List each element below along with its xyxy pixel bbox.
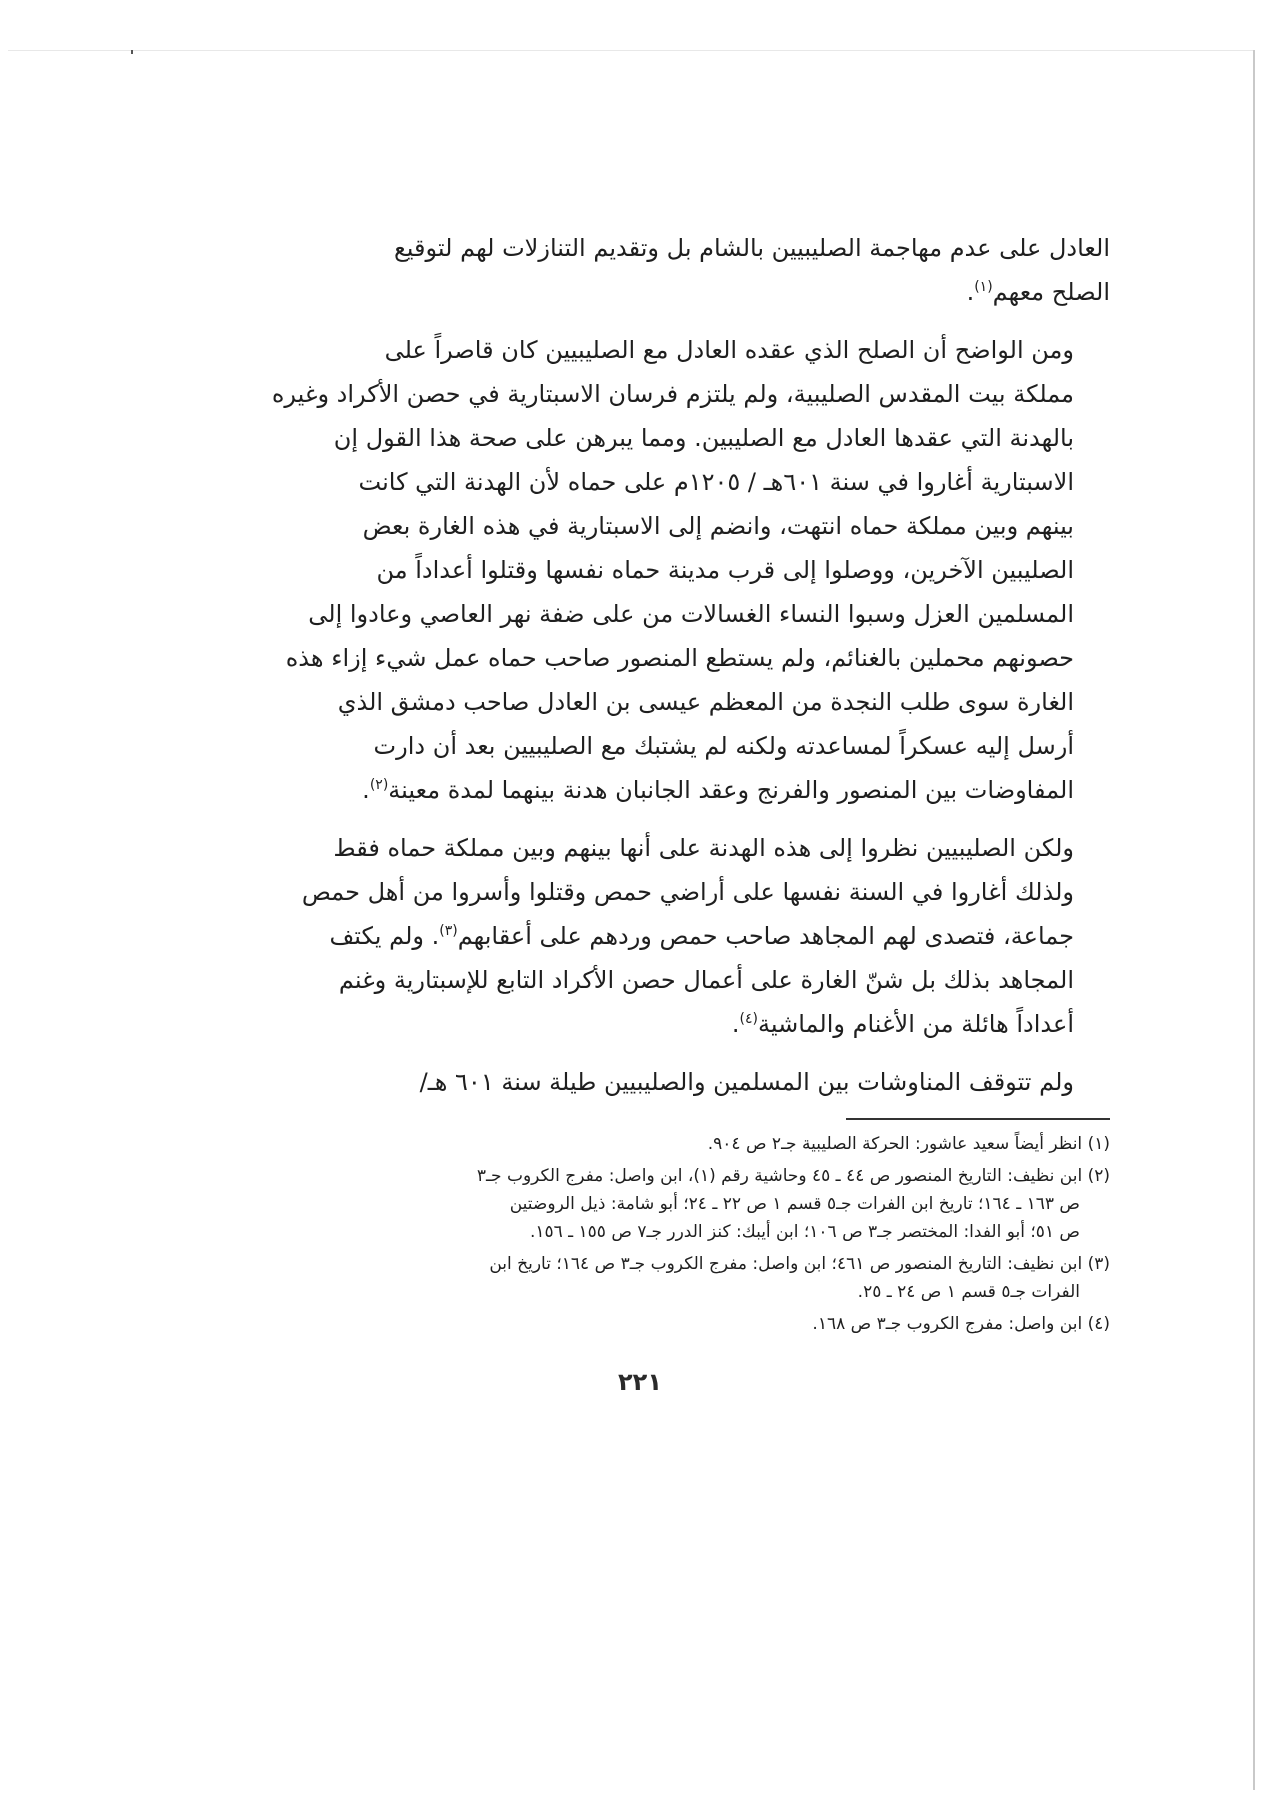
footnote-4 — [170, 1310, 1110, 1338]
paragraph-3 — [170, 826, 1110, 1046]
text-line: ولم تتوقف المناوشات بين المسلمين والصليبيين طيلة سنة ٦٠١ هـ/ — [419, 1068, 1074, 1096]
scan-speck — [131, 50, 133, 54]
footnote-text: ابن واصل: مفرج الكروب جـ٣ ص ١٦٨. — [812, 1314, 1083, 1334]
page-column — [170, 226, 1110, 1396]
page-body — [170, 226, 1110, 1104]
text-line — [170, 914, 1110, 958]
page-number: ٢٢١ — [618, 1368, 662, 1396]
scan-edge-right — [1253, 50, 1255, 1790]
text-line: المجاهد بذلك بل شنّ الغارة على أعمال حصن الأكراد التابع للإسبتارية وغنم — [338, 966, 1074, 994]
text-line: أرسل إليه عسكراً لمساعدته ولكنه لم يشتبك مع الصليبيين بعد أن دارت — [373, 732, 1074, 760]
text-segment: . — [966, 278, 975, 306]
footnote-number: (٢) — [1087, 1166, 1110, 1186]
text-line: بالهدنة التي عقدها العادل مع الصليبين. ومما يبرهن على صحة هذا القول إن — [333, 424, 1074, 452]
text-line: الاسبتارية أغاروا في سنة ٦٠١هـ / ١٢٠٥م على حماه لأن الهدنة التي كانت — [358, 468, 1074, 496]
footnote-text: ابن نظيف: التاريخ المنصور ص ٤٦١؛ ابن واصل: مفرج الكروب جـ٣ ص ١٦٤؛ تاريخ ابن — [489, 1254, 1083, 1274]
footnote-divider — [846, 1118, 1110, 1120]
text-line — [170, 270, 1110, 314]
text-line: مملكة بيت المقدس الصليبية، ولم يلتزم فرسان الاسبتارية في حصن الأكراد وغيره — [271, 380, 1074, 408]
footnotes — [170, 1130, 1110, 1338]
text-segment: أعداداً هائلة من الأغنام والماشية — [757, 1010, 1074, 1038]
footnote-line: ص ١٦٣ ـ ١٦٤؛ تاريخ ابن الفرات جـ٥ قسم ١ ص ٢٢ ـ ٢٤؛ أبو شامة: ذيل الروضتين — [509, 1194, 1080, 1214]
footnote-number: (١) — [1087, 1134, 1110, 1154]
text-line: بينهم وبين مملكة حماه انتهت، وانضم إلى الاسبتارية في هذه الغارة بعض — [362, 512, 1074, 540]
text-line: المسلمين العزل وسبوا النساء الغسالات من على ضفة نهر العاصي وعادوا إلى — [308, 600, 1074, 628]
footnote-line — [170, 1162, 1110, 1190]
scan-edge-top — [8, 50, 1253, 51]
text-line: الصليبين الآخرين، ووصلوا إلى قرب مدينة حماه نفسها وقتلوا أعداداً من — [376, 556, 1074, 584]
text-line: الغارة سوى طلب النجدة من المعظم عيسى بن العادل صاحب دمشق الذي — [337, 688, 1074, 716]
text-segment: . — [362, 776, 370, 804]
footnote-text: ابن نظيف: التاريخ المنصور ص ٤٤ ـ ٤٥ وحاشية رقم (١)، ابن واصل: مفرج الكروب جـ٣ — [476, 1166, 1083, 1186]
footnote-divider-wrap — [170, 1118, 1110, 1120]
text-segment: المفاوضات بين المنصور والفرنج وعقد الجانبان هدنة بينهما لمدة معينة — [388, 776, 1074, 804]
text-segment: . ولم يكتف — [329, 922, 440, 950]
footnote-number: (٤) — [1087, 1314, 1110, 1334]
footnote-line — [170, 1130, 1110, 1158]
footnote-3 — [170, 1250, 1110, 1306]
text-line: ومن الواضح أن الصلح الذي عقده العادل مع الصليبيين كان قاصراً على — [384, 336, 1074, 364]
text-line: حصونهم محملين بالغنائم، ولم يستطع المنصور صاحب حماه عمل شيء إزاء هذه — [285, 644, 1074, 672]
text-line — [170, 768, 1110, 812]
text-line — [170, 1002, 1110, 1046]
footnote-text: انظر أيضاً سعيد عاشور: الحركة الصليبية جـ٢ ص ٩٠٤. — [707, 1134, 1083, 1154]
footnote-2 — [170, 1162, 1110, 1246]
footnote-ref[interactable]: (٣) — [439, 923, 458, 939]
text-segment: جماعة، فتصدى لهم المجاهد صاحب حمص وردهم على أعقابهم — [457, 922, 1074, 950]
paragraph-1 — [170, 226, 1110, 314]
footnote-line — [170, 1250, 1110, 1278]
text-segment: . — [731, 1010, 740, 1038]
footnote-ref[interactable]: (٢) — [369, 777, 389, 793]
footnote-ref[interactable]: (١) — [974, 279, 993, 295]
footnote-1 — [170, 1130, 1110, 1158]
footnote-ref[interactable]: (٤) — [739, 1011, 758, 1027]
paragraph-2 — [170, 328, 1110, 812]
footnote-line — [170, 1310, 1110, 1338]
text-segment: الصلح معهم — [992, 278, 1110, 306]
footnote-number: (٣) — [1087, 1254, 1110, 1274]
text-line: العادل على عدم مهاجمة الصليبيين بالشام بل وتقديم التنازلات لهم لتوقيع — [394, 234, 1110, 262]
footnote-line: ص ٥١؛ أبو الفدا: المختصر جـ٣ ص ١٠٦؛ ابن أيبك: كنز الدرر جـ٧ ص ١٥٥ ـ ١٥٦. — [529, 1222, 1080, 1242]
paragraph-4 — [170, 1060, 1110, 1104]
footnote-line: الفرات جـ٥ قسم ١ ص ٢٤ ـ ٢٥. — [857, 1282, 1080, 1302]
text-line: ولذلك أغاروا في السنة نفسها على أراضي حمص وقتلوا وأسروا من أهل حمص — [301, 878, 1074, 906]
text-line: ولكن الصليبيين نظروا إلى هذه الهدنة على أنها بينهم وبين مملكة حماه فقط — [333, 834, 1074, 862]
